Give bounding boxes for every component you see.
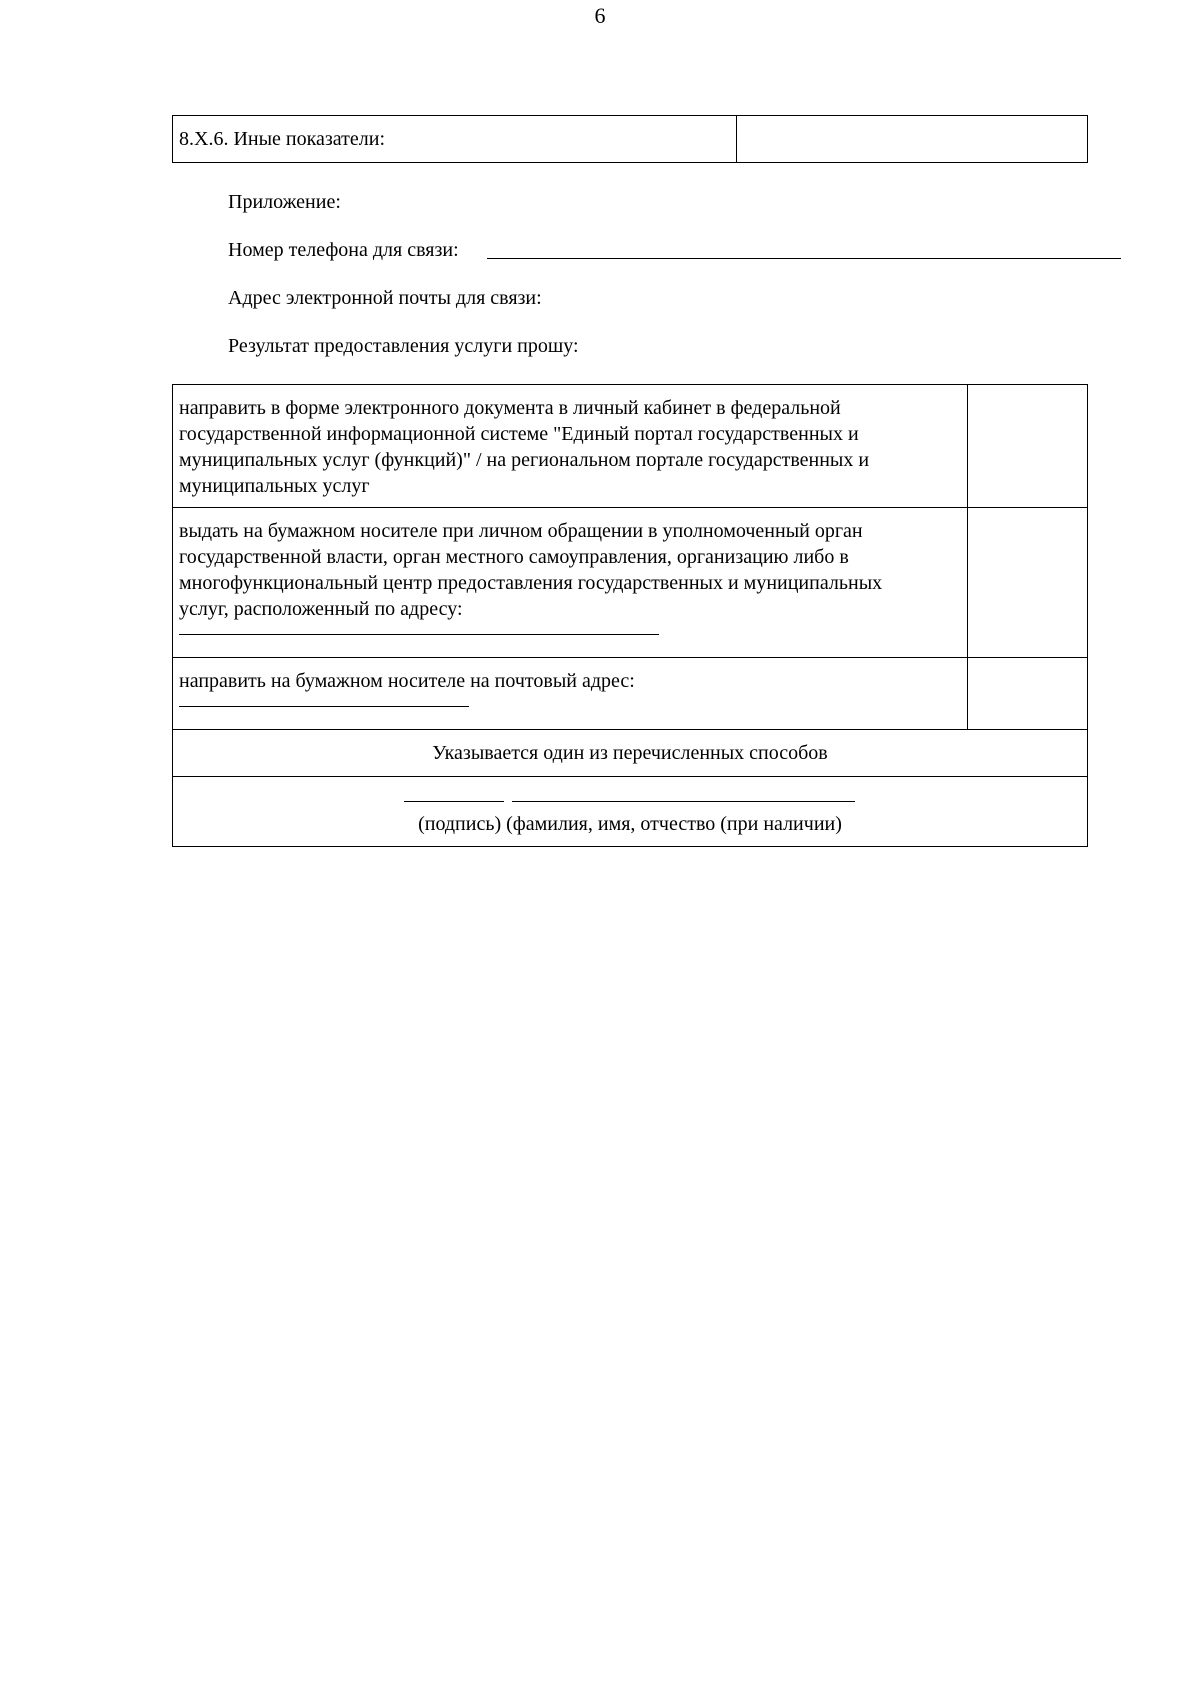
method-text-line: услуг, расположенный по адресу: xyxy=(179,598,463,620)
address-blank-line[interactable] xyxy=(179,634,659,635)
other-indicators-row xyxy=(173,116,1088,163)
other-indicators-label: 8.Х.6. Иные показатели: xyxy=(173,116,737,163)
delivery-method-row xyxy=(173,508,1088,658)
delivery-method-row xyxy=(173,385,1088,508)
delivery-method-in-person-mark-cell[interactable] xyxy=(968,508,1088,658)
method-text-line: муниципальных услуг xyxy=(179,475,370,497)
signature-row xyxy=(173,777,1088,847)
method-note: Указывается один из перечисленных способов xyxy=(173,730,1088,777)
signature-caption: (подпись) (фамилия, имя, отчество (при наличии) xyxy=(418,813,842,835)
signature-cell xyxy=(173,777,1088,847)
delivery-method-row xyxy=(173,658,1088,730)
delivery-method-electronic xyxy=(173,385,968,508)
delivery-method-in-person xyxy=(173,508,968,658)
method-text-line: направить на бумажном носителе на почтовый адрес: xyxy=(179,670,635,692)
signature-lines xyxy=(173,777,1087,805)
delivery-method-post-mark-cell[interactable] xyxy=(968,658,1088,730)
result-request-label: Результат предоставления услуги прошу: xyxy=(228,335,579,357)
other-indicators-table xyxy=(172,115,1088,163)
delivery-method-post xyxy=(173,658,968,730)
email-label: Адрес электронной почты для связи: xyxy=(228,287,542,309)
full-name-blank-line[interactable] xyxy=(512,801,855,802)
postal-address-blank-line[interactable] xyxy=(179,706,469,707)
delivery-method-electronic-mark-cell[interactable] xyxy=(968,385,1088,508)
delivery-methods-table xyxy=(172,384,1088,847)
method-text-line: государственной власти, орган местного самоуправления, организацию либо в xyxy=(179,546,849,568)
method-text-line: многофункциональный центр предоставления государственных и муниципальных xyxy=(179,572,883,594)
method-text-line: государственной информационной системе "Единый портал государственных и xyxy=(179,423,859,445)
signature-blank-line[interactable] xyxy=(404,801,504,802)
method-text-line: муниципальных услуг (функций)" / на региональном портале государственных и xyxy=(179,449,870,471)
phone-label: Номер телефона для связи: xyxy=(228,239,459,261)
attachment-label: Приложение: xyxy=(228,191,341,213)
method-text-line: направить в форме электронного документа в личный кабинет в федеральной xyxy=(179,397,841,419)
phone-blank-line[interactable] xyxy=(487,258,1121,259)
page-number: 6 xyxy=(594,3,606,28)
other-indicators-value-cell[interactable] xyxy=(737,116,1088,163)
note-row xyxy=(173,730,1088,777)
method-text-line: выдать на бумажном носителе при личном обращении в уполномоченный орган xyxy=(179,520,863,542)
